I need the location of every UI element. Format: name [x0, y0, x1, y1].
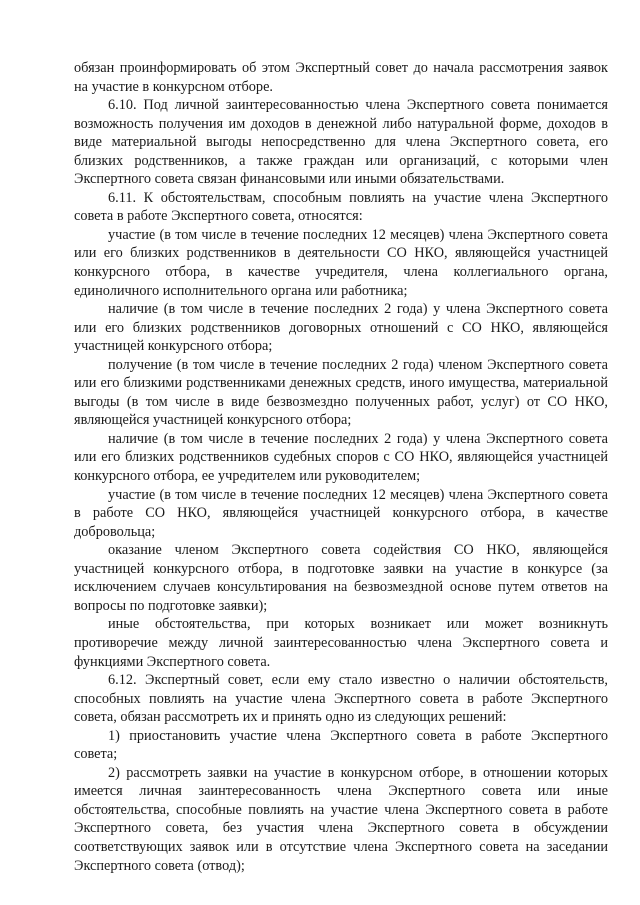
list-item-participation: участие (в том числе в течение последних 12 месяцев) члена Экспертного совета или его близких родственников в деятельности СО НКО, являющейся участницей конкурсного отбора, в качестве учредителя, члена коллегиального органа, единоличного исполнительного органа или работника;: [74, 226, 608, 299]
list-item-assistance: оказание членом Экспертного совета содействия СО НКО, являющейся участницей конкурсного отбора, в подготовке заявки на участие в конкурсе (за исключением случаев консультирования на безвозмездной основе путем ответов на вопросы по подготовке заявки);: [74, 542, 608, 614]
document-body: [74, 59, 608, 875]
paragraph-continuation: обязан проинформировать об этом Экспертный совет до начала рассмотрения заявок на участие в конкурсном отборе.: [74, 60, 608, 95]
decision-option-2: 2) рассмотреть заявки на участие в конкурсном отборе, в отношении которых имеется личная заинтересованность члена Экспертного совета или иные обстоятельства, способные повлиять на участие члена Экспертного совета в работе Экспертного совета, без участия члена Экспертного совета в обсуждении соответствующих заявок или в отсутствие члена Экспертного совета на заседании Экспертного совета (отвод);: [74, 764, 608, 874]
paragraph-6-10: 6.10. Под личной заинтересованностью члена Экспертного совета понимается возможность получения им доходов в денежной либо натуральной форме, доходов в виде материальной выгоды непосредственно для члена Экспертного совета, его близких родственников, а также граждан или организаций, с которыми член Экспертного совета связан финансовыми или иными обязательствами.: [74, 97, 608, 188]
list-item-volunteer: участие (в том числе в течение последних 12 месяцев) члена Экспертного совета в работе СО НКО, являющейся участницей конкурсного отбора, в качестве добровольца;: [74, 486, 608, 540]
paragraph-6-12: 6.12. Экспертный совет, если ему стало известно о наличии обстоятельств, способных повлиять на участие члена Экспертного совета в работе Экспертного совета, обязан рассмотреть их и принять одно из следующих решений:: [74, 672, 608, 726]
decision-option-1: 1) приостановить участие члена Экспертного совета в работе Экспертного совета;: [74, 727, 608, 763]
list-item-other: иные обстоятельства, при которых возникает или может возникнуть противоречие между личной заинтересованностью члена Экспертного совета и функциями Экспертного совета.: [74, 616, 608, 670]
list-item-disputes: наличие (в том числе в течение последних 2 года) у члена Экспертного совета или его близких родственников судебных споров с СО НКО, являющейся участницей конкурсного отбора, ее учредителем или руководителем;: [74, 430, 608, 485]
list-item-contracts: наличие (в том числе в течение последних 2 года) у члена Экспертного совета или его близких родственников договорных отношений с СО НКО, являющейся участницей конкурсного отбора;: [74, 301, 608, 355]
list-item-funds: получение (в том числе в течение последних 2 года) членом Экспертного совета или его близкими родственниками денежных средств, иного имущества, материальной выгоды (в том числе в виде безвозмездно полученных работ, услуг) от СО НКО, являющейся участницей конкурсного отбора;: [74, 356, 608, 429]
paragraph-6-11: 6.11. К обстоятельствам, способным повлиять на участие члена Экспертного совета в работе Экспертного совета, относятся:: [74, 189, 608, 225]
